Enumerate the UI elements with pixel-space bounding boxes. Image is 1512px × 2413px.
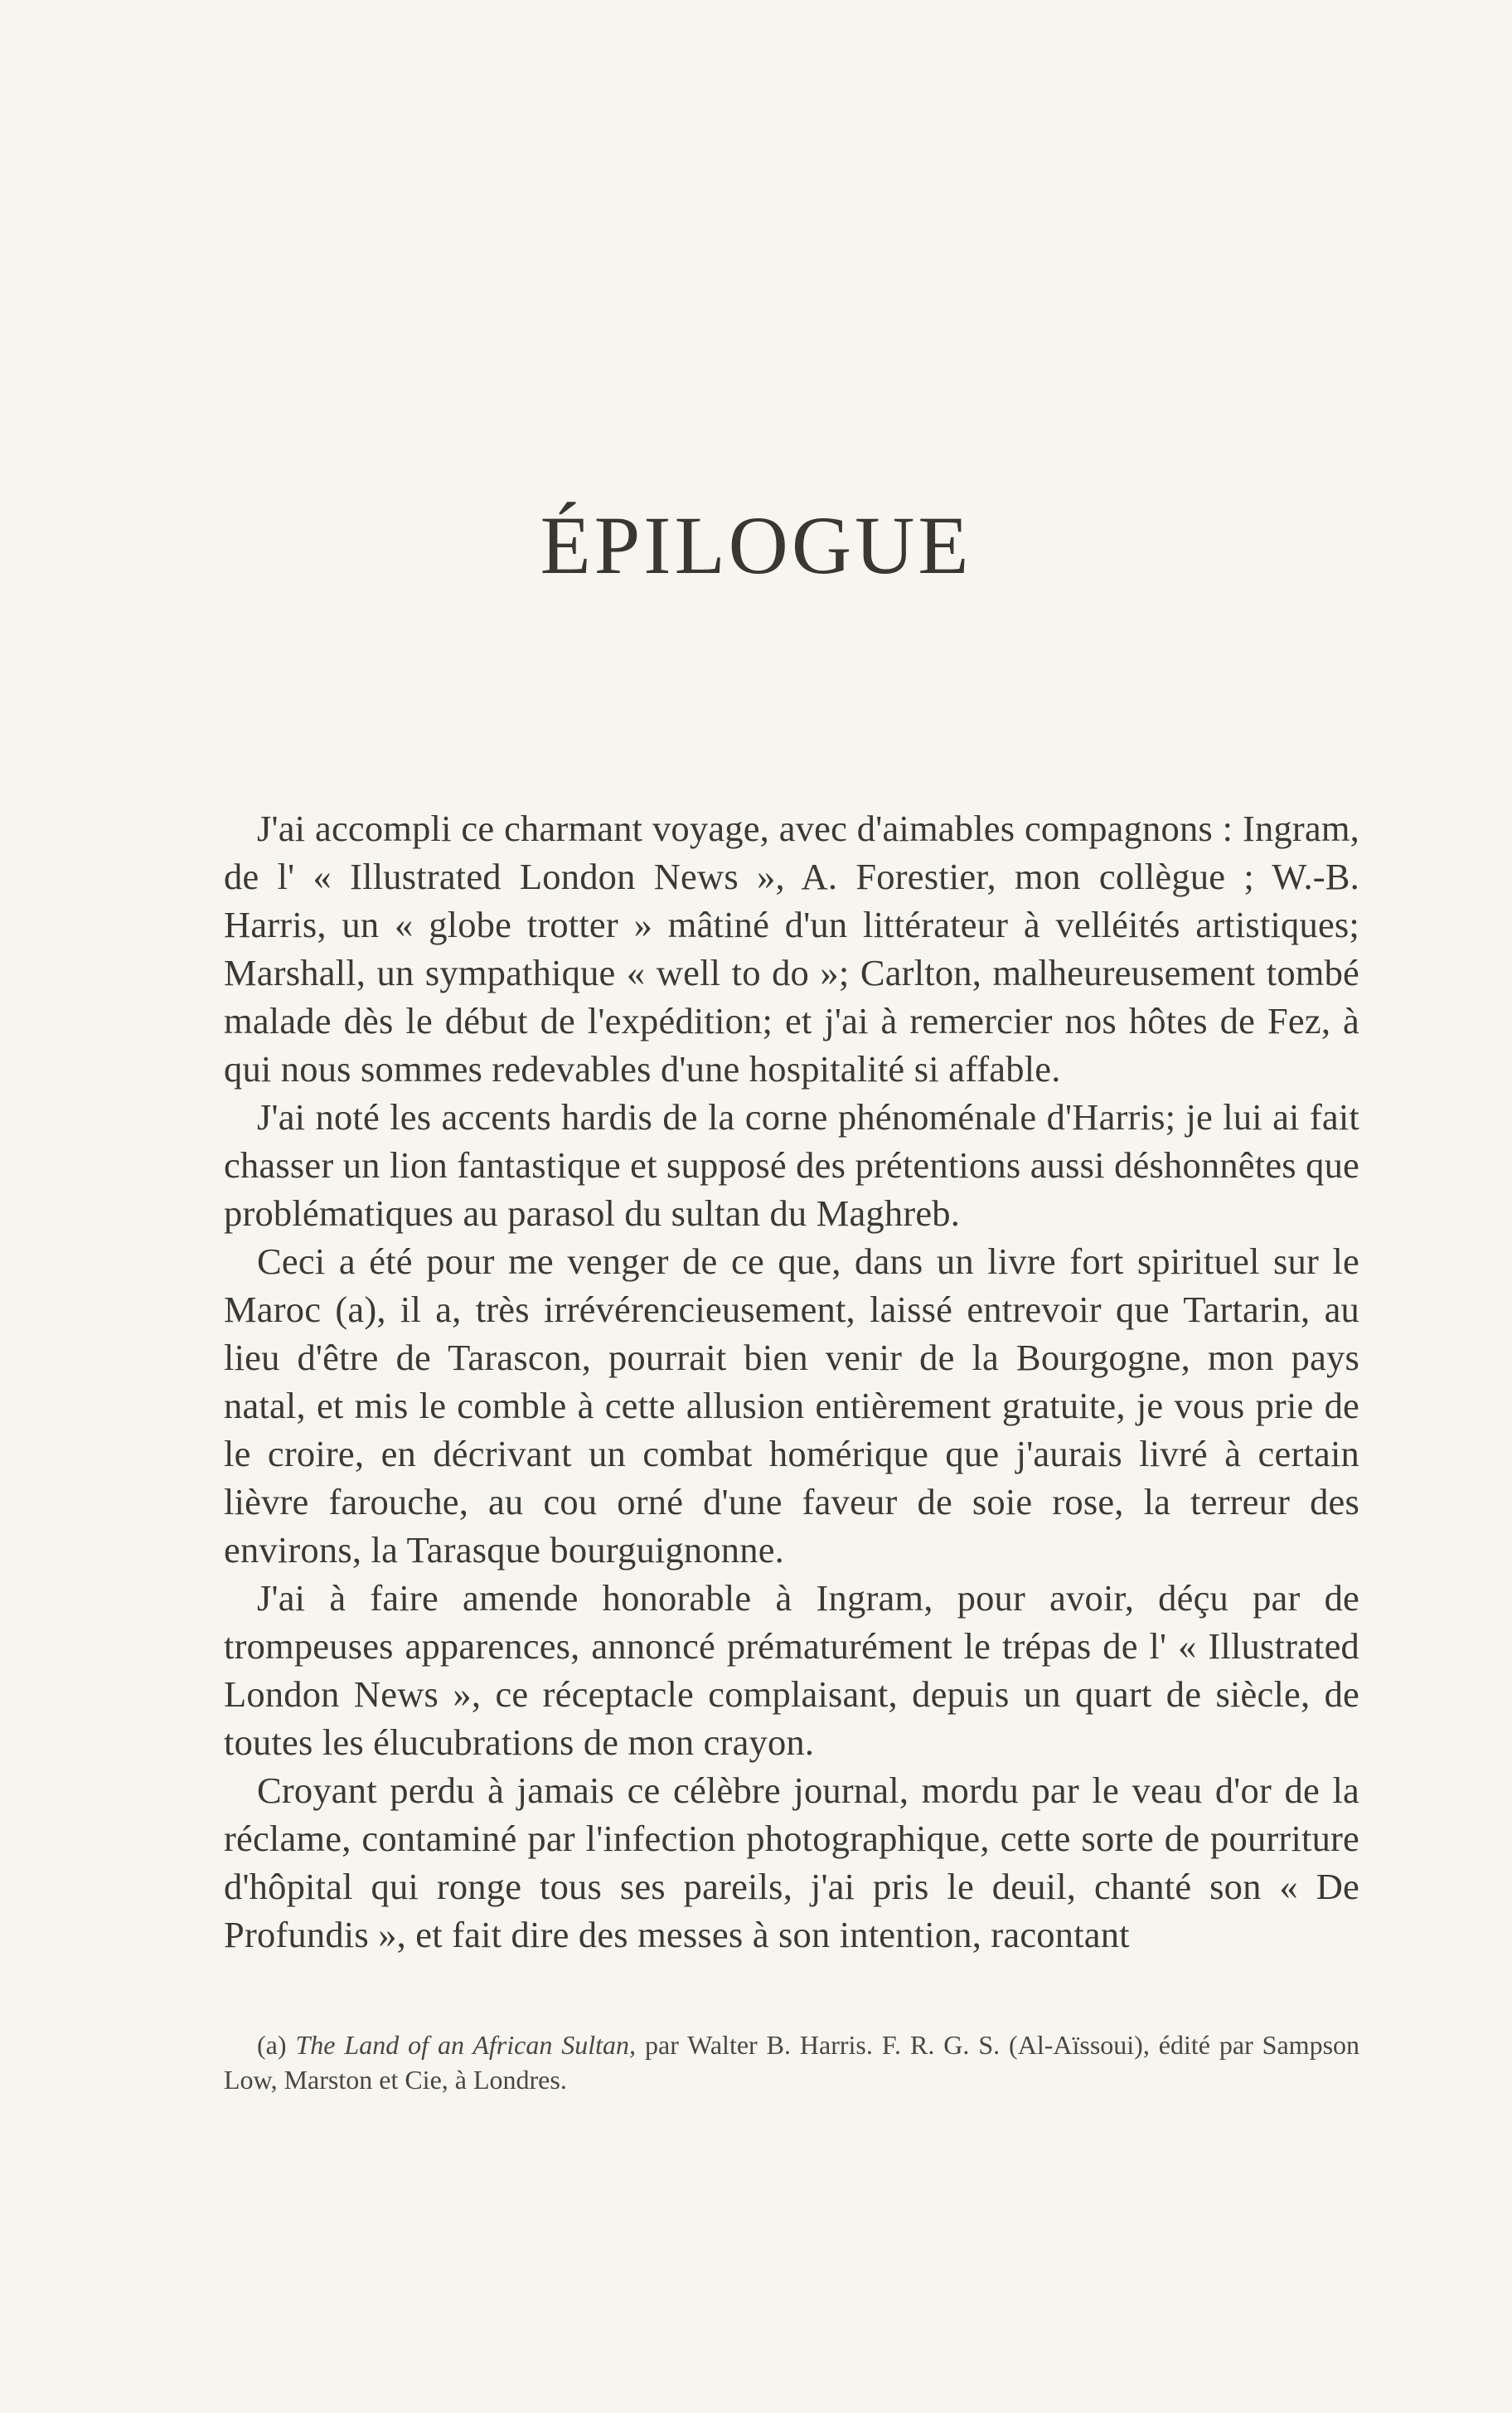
paragraph-5: Croyant perdu à jamais ce célèbre journal, mordu par le veau d'or de la réclame, contaminé par l'infection photographique, cette sorte de pourriture d'hôpital qui ronge tous ses pareils, j'ai pris le deuil, chanté son « De Profundis », et fait dire des messes à son intention, racontant xyxy=(224,1770,1359,1955)
page-title: ÉPILOGUE xyxy=(540,499,972,591)
footnote xyxy=(224,2027,1359,2097)
paragraph-3: Ceci a été pour me venger de ce que, dans un livre fort spirituel sur le Maroc (a), il a, très irrévérencieusement, laissé entrevoir que Tartarin, au lieu d'être de Tarascon, pourrait bien venir de la Bourgogne, mon pays natal, et mis le comble à cette allusion entièrement gratuite, je vous prie de le croire, en décrivant un combat homérique que j'aurais livré à certain lièvre farouche, au cou orné d'une faveur de soie rose, la terreur des environs, la Tarasque bourguignonne. xyxy=(224,1240,1359,1571)
paragraph-1: J'ai accompli ce charmant voyage, avec d'aimables compagnons : Ingram, de l' « Illustrated London News », A. Forestier, mon collègue ; W.-B. Harris, un « globe trotter » mâtiné d'un littérateur à velléités artistiques; Marshall, un sympathique « well to do »; Carlton, malheureusement tombé malade dès le début de l'expédition; et j'ai à remercier nos hôtes de Fez, à qui nous sommes redevables d'une hospitalité si affable. xyxy=(224,808,1359,1090)
footnote-text: par Walter B. Harris. F. R. G. S. (Al-Aïssoui), édité par Sampson Low, Marston et Cie, à Londres. xyxy=(224,2030,1360,2095)
paragraph-2: J'ai noté les accents hardis de la corne phénoménale d'Harris; je lui ai fait chasser un lion fantastique et supposé des prétentions aussi déshonnêtes que problématiques au parasol du sultan du Maghreb. xyxy=(224,1096,1359,1234)
paragraph-4: J'ai à faire amende honorable à Ingram, pour avoir, déçu par de trompeuses apparences, annoncé prématurément le trépas de l' « Illustrated London News », ce réceptacle complaisant, depuis un quart de siècle, de toutes les élucubrations de mon crayon. xyxy=(224,1577,1359,1763)
footnote-book-title: The Land of an African Sultan, xyxy=(295,2030,637,2060)
body-text xyxy=(224,804,1359,1959)
footnote-marker: (a) xyxy=(257,2030,287,2060)
